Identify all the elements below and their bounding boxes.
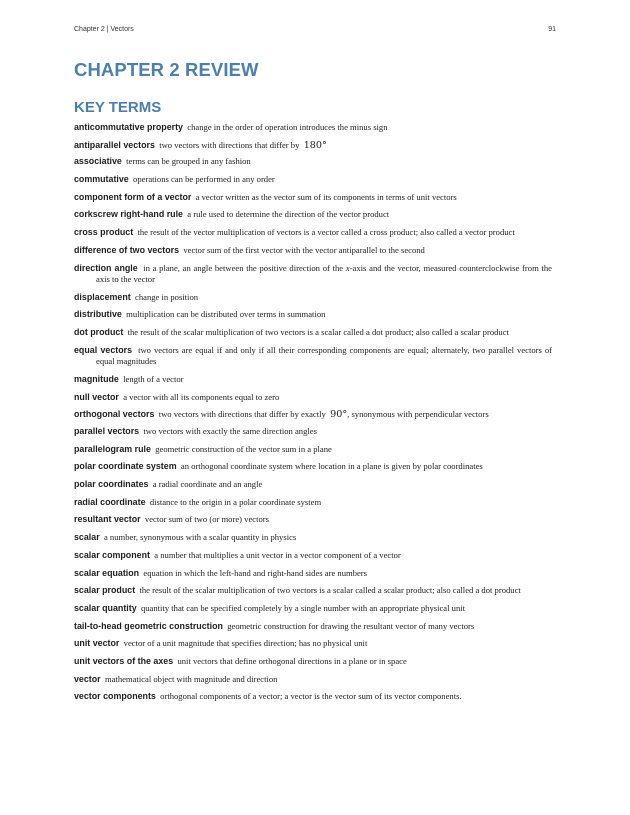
term-entry [74, 638, 552, 650]
term-entry [74, 621, 552, 633]
term-entry [74, 209, 552, 221]
term-definition: geometric construction for drawing the resultant vector of many vectors [227, 620, 475, 631]
term-entry [74, 192, 552, 204]
term-definition: the result of the vector multiplication of vectors is a vector called a cross product; also called a vector product [137, 227, 515, 238]
term-definition: distance to the origin in a polar coordinate system [149, 496, 322, 507]
term-definition: a number, synonymous with a scalar quantity in physics [103, 532, 297, 543]
term-definition: multiplication can be distributed over terms in summation [126, 309, 326, 320]
term-name: tail-to-head geometric construction [74, 620, 223, 631]
term-entry [74, 245, 552, 257]
term-entry [74, 568, 552, 580]
term-name: scalar equation [74, 567, 140, 578]
term-entry [74, 374, 552, 386]
term-name: associative [74, 156, 122, 167]
term-entry [74, 585, 552, 597]
term-entry [74, 345, 552, 368]
term-definition: a number that multiplies a unit vector in a vector component of a vector [154, 549, 401, 560]
term-name: displacement [74, 291, 131, 302]
term-entry [74, 479, 552, 491]
term-name: cross product [74, 227, 134, 238]
term-definition: vector sum of two (or more) vectors [144, 514, 269, 525]
term-entry [74, 263, 552, 286]
term-definition: length of a vector [123, 373, 184, 384]
term-entry [74, 292, 552, 304]
term-name: parallel vectors [74, 426, 140, 436]
term-definition: equation in which the left-hand and right-hand sides are numbers [143, 567, 368, 578]
term-definition: the result of the scalar multiplication of two vectors is a scalar called a scalar product; also called a dot product [139, 585, 521, 596]
math-expression: 180° [303, 139, 327, 151]
term-definition: geometric construction of the vector sum in a plane [155, 443, 332, 454]
term-definition: operations can be performed in any order [133, 174, 275, 185]
term-name: parallelogram rule [74, 443, 151, 454]
term-definition: change in the order of operation introduces the minus sign [187, 122, 388, 132]
term-definition: a radial coordinate and an angle [152, 479, 263, 490]
term-definition: quantity that can be specified completely by a single number with an appropriate physical unit [140, 602, 466, 613]
term-entry [74, 497, 552, 509]
term-name: component form of a vector [74, 191, 192, 202]
term-entry [74, 174, 552, 186]
term-definition: orthogonal components of a vector; a vector is the vector sum of its vector components. [160, 691, 462, 702]
term-name: anticommutative property [74, 122, 183, 132]
term-name: unit vector [74, 638, 120, 649]
math-expression: 90° [330, 409, 348, 421]
term-definition: vector of a unit magnitude that specifies direction; has no physical unit [123, 638, 368, 649]
term-definition: two vectors with exactly the same direction angles [143, 426, 317, 436]
term-definition: change in position [135, 291, 199, 302]
term-entry [74, 444, 552, 456]
term-definition: two vectors with directions that differ by exactly [158, 409, 326, 420]
term-name: magnitude [74, 373, 119, 384]
term-name: polar coordinates [74, 479, 149, 490]
term-definition: mathematical object with magnitude and direction [104, 673, 278, 684]
term-name: antiparallel vectors [74, 139, 155, 150]
term-definition: in a plane, an angle between the positive direction of the [143, 262, 344, 273]
term-name: resultant vector [74, 514, 141, 525]
term-name: corkscrew right-hand rule [74, 209, 183, 220]
page-number: 91 [548, 26, 556, 33]
term-name: difference of two vectors [74, 244, 180, 255]
term-name: scalar [74, 532, 100, 543]
term-definition: unit vectors that define orthogonal directions in a plane or in space [177, 655, 407, 666]
term-name: vector components [74, 691, 156, 702]
running-header-chapter: Chapter 2 | Vectors [74, 26, 134, 33]
term-name: direction angle [74, 262, 138, 273]
term-entry [74, 327, 552, 339]
term-definition: the result of the scalar multiplication of two vectors is a scalar called a dot product; also called a scalar product [127, 327, 509, 338]
term-name: polar coordinate system [74, 461, 177, 472]
term-entry [74, 140, 552, 152]
term-entry [74, 426, 552, 438]
term-entry [74, 603, 552, 615]
term-definition-continued: , synonymous with perpendicular vectors [347, 409, 489, 420]
term-name: vector [74, 673, 101, 684]
term-definition: two vectors are equal if and only if all their corresponding components are equal; alternately, two parallel vectors of equal magnitudes [96, 344, 552, 367]
term-entry [74, 156, 552, 168]
running-header [74, 26, 556, 38]
math-variable: x [345, 262, 350, 273]
term-entry [74, 691, 552, 703]
term-entry [74, 227, 552, 239]
term-entry [74, 550, 552, 562]
chapter-title: CHAPTER 2 REVIEW [74, 59, 259, 80]
term-name: orthogonal vectors [74, 409, 155, 420]
term-definition: an orthogonal coordinate system where location in a plane is given by polar coordinates [180, 461, 483, 472]
term-definition: a rule used to determine the direction of the vector product [187, 209, 390, 220]
term-name: radial coordinate [74, 496, 146, 507]
term-name: scalar product [74, 585, 136, 596]
term-name: scalar component [74, 549, 150, 560]
term-name: null vector [74, 391, 119, 402]
term-definition: a vector written as the vector sum of its components in terms of unit vectors [195, 191, 457, 202]
term-entry [74, 392, 552, 404]
term-name: scalar quantity [74, 602, 137, 613]
section-title: KEY TERMS [74, 99, 162, 116]
term-definition: vector sum of the first vector with the vector antiparallel to the second [183, 244, 425, 255]
term-entry [74, 409, 552, 421]
term-name: commutative [74, 174, 129, 185]
term-name: dot product [74, 327, 124, 338]
term-entry [74, 674, 552, 686]
term-definition-continued: -axis and the vector, measured counterclockwise from the axis to the vector [96, 262, 553, 284]
term-definition: a vector with all its components equal to zero [123, 391, 280, 402]
term-definition: terms can be grouped in any fashion [126, 156, 251, 167]
term-definition: two vectors with directions that differ by [159, 139, 300, 150]
term-entry [74, 461, 552, 473]
term-entry [74, 309, 552, 321]
term-entry [74, 514, 552, 526]
term-name: equal vectors [74, 344, 133, 355]
term-name: distributive [74, 309, 122, 320]
key-terms-list [74, 122, 552, 709]
term-entry [74, 532, 552, 544]
term-name: unit vectors of the axes [74, 655, 174, 666]
term-entry [74, 122, 552, 134]
term-entry [74, 656, 552, 668]
